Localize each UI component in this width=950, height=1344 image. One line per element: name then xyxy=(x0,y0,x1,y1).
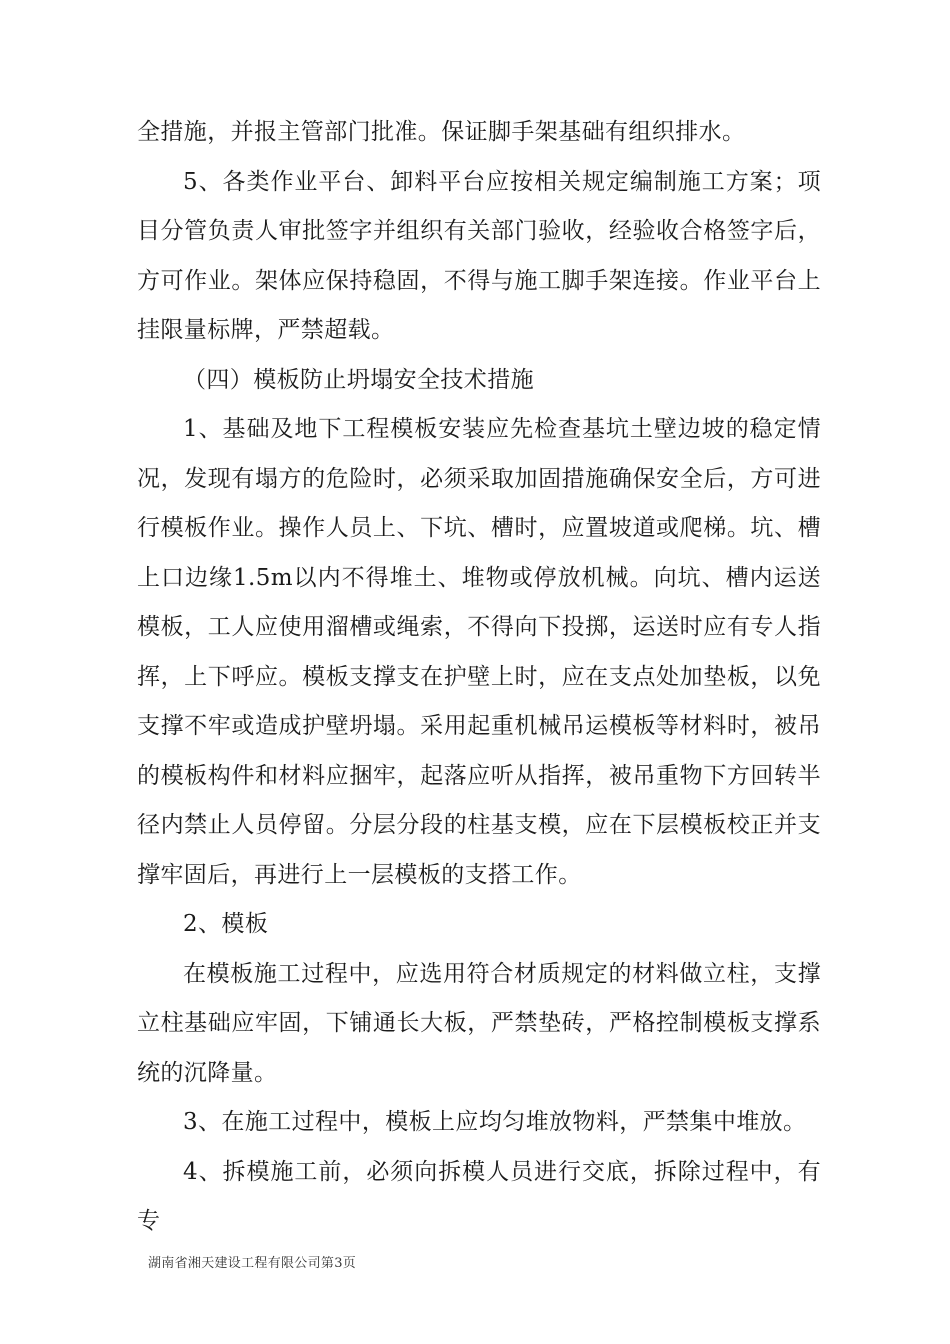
paragraph-item-5: 5、各类作业平台、卸料平台应按相关规定编制施工方案；项目分管负责人审批签字并组织有关部门验收，经验收合格签字后，方可作业。架体应保持稳固，不得与施工脚手架连接。作业平台上挂限量标牌，严禁超载。 xyxy=(137,168,821,343)
page-footer: 湖南省湘天建设工程有限公司第3页 xyxy=(148,1256,357,1271)
paragraph-item-2-title: 2、模板 xyxy=(183,911,269,937)
body-text xyxy=(137,108,821,1247)
paragraph-item-3: 3、在施工过程中，模板上应均匀堆放物料，严禁集中堆放。 xyxy=(183,1109,807,1135)
paragraph-item-4: 4、拆模施工前，必须向拆模人员进行交底，拆除过程中，有专 xyxy=(137,1158,821,1234)
paragraph-formwork: 在模板施工过程中，应选用符合材质规定的材料做立柱，支撑立柱基础应牢固，下铺通长大板，严禁垫砖，严格控制模板支撑系统的沉降量。 xyxy=(137,960,821,1086)
section-heading-4: （四）模板防止坍塌安全技术措施 xyxy=(183,366,534,393)
paragraph-item-1: 1、基础及地下工程模板安装应先检查基坑土壁边坡的稳定情况，发现有塌方的危险时，必须采取加固措施确保安全后，方可进行模板作业。操作人员上、下坑、槽时，应置坡道或爬梯。坑、槽上口边缘1.5m以内不得堆土、堆物或停放机械。向坑、槽内运送模板，工人应使用溜槽或绳索，不得向下投掷，运送时应有专人指挥，上下呼应。模板支撑支在护壁上时，应在支点处加垫板，以免支撑不牢或造成护壁坍塌。采用起重机械吊运模板等材料时，被吊的模板构件和材料应捆牢，起落应听从指挥，被吊重物下方回转半径内禁止人员停留。分层分段的柱基支模，应在下层模板校正并支撑牢固后，再进行上一层模板的支搭工作。 xyxy=(137,416,821,888)
paragraph-continuation: 全措施，并报主管部门批准。保证脚手架基础有组织排水。 xyxy=(137,119,746,145)
